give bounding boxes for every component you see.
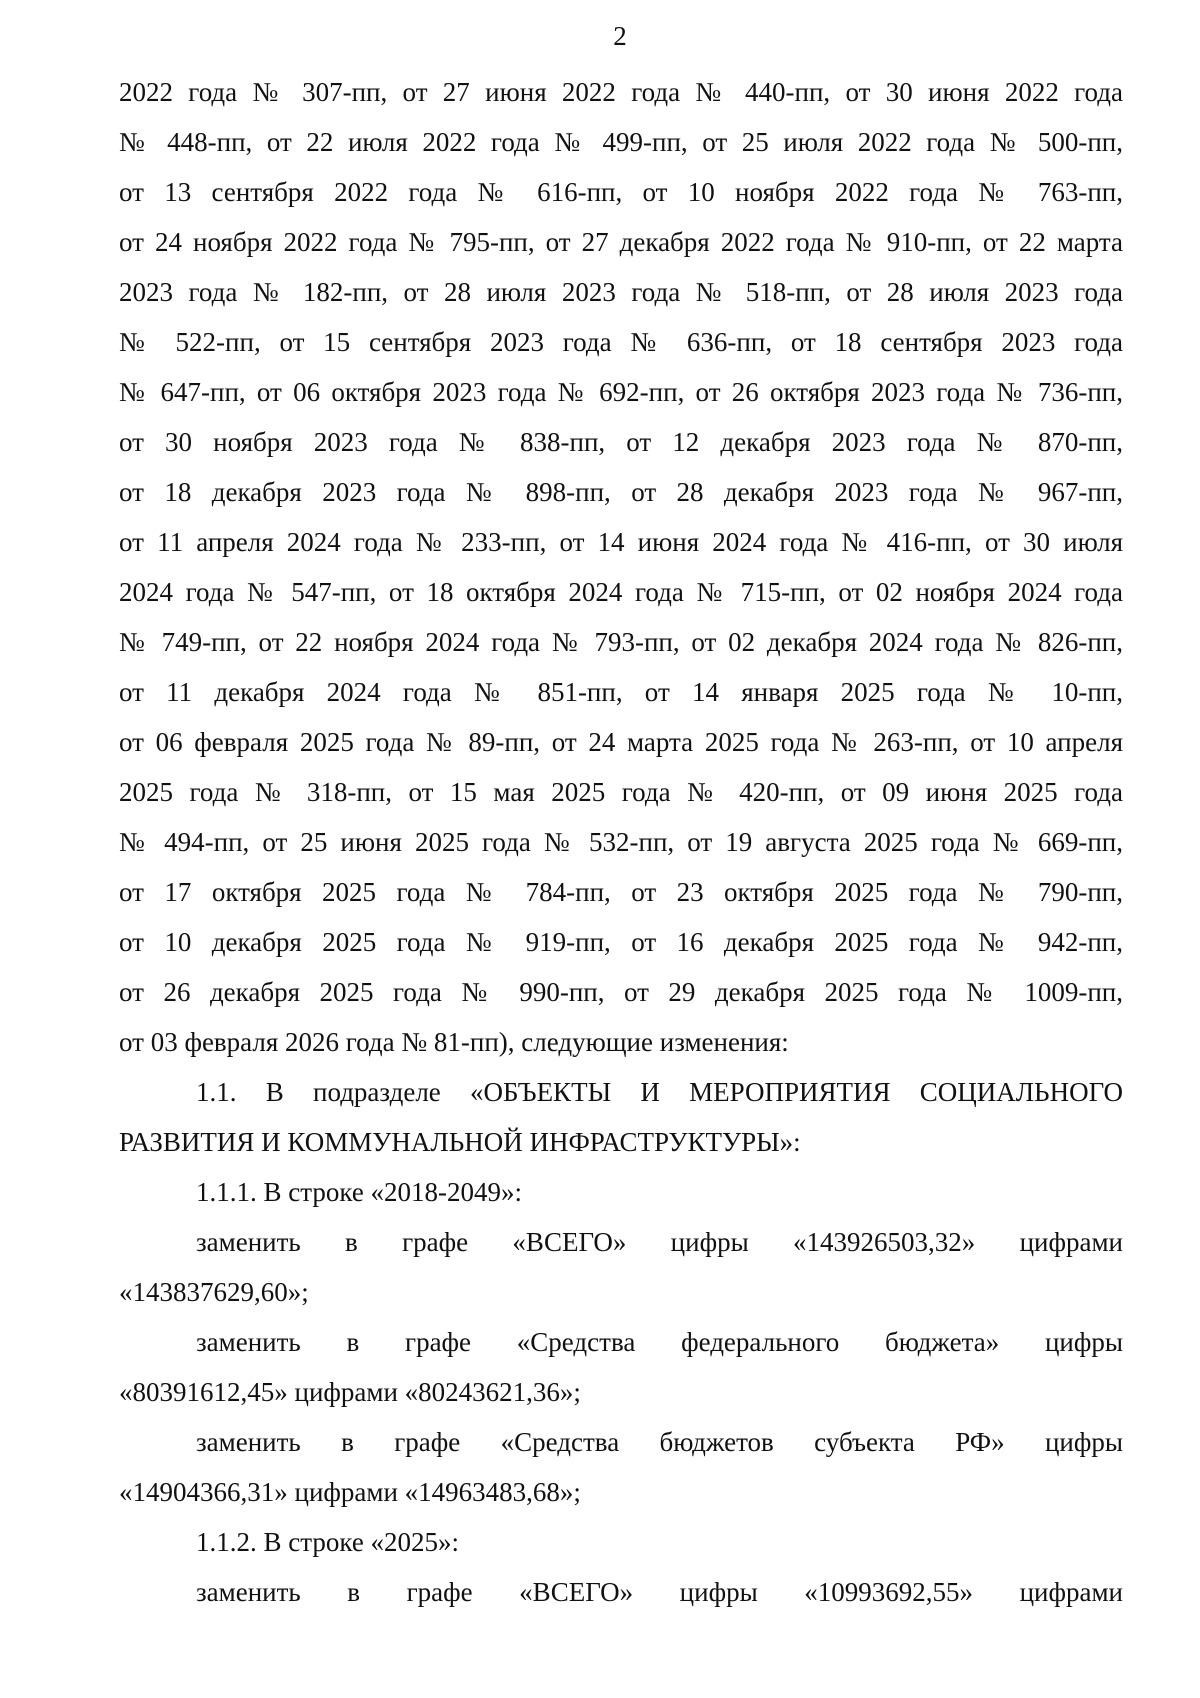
document-body bbox=[119, 67, 1123, 1617]
change-instruction: заменить в графе «ВСЕГО» цифры «10993692,55» цифрами bbox=[196, 1577, 1123, 1607]
section-heading: 1.1. В подразделе «ОБЪЕКТЫ И МЕРОПРИЯТИЯ СОЦИАЛЬНОГО bbox=[196, 1077, 1123, 1107]
change-instruction: заменить в графе «ВСЕГО» цифры «143926503,32» цифрами bbox=[196, 1227, 1123, 1257]
subsection-heading: 1.1.1. В строке «2018-2049»: bbox=[196, 1177, 523, 1207]
subsection-heading: 1.1.2. В строке «2025»: bbox=[196, 1527, 460, 1557]
change-value: «14904366,31» цифрами «14963483,68»; bbox=[119, 1477, 581, 1507]
text-line: от 13 сентября 2022 года № 616-пп, от 10 ноября 2022 года № 763-пп, bbox=[119, 177, 1123, 207]
text-line: № 494-пп, от 25 июня 2025 года № 532-пп, от 19 августа 2025 года № 669-пп, bbox=[119, 827, 1123, 857]
change-instruction: заменить в графе «Средства федерального бюджета» цифры bbox=[196, 1327, 1123, 1357]
text-line: от 30 ноября 2023 года № 838-пп, от 12 декабря 2023 года № 870-пп, bbox=[119, 427, 1123, 457]
section-heading-continuation: РАЗВИТИЯ И КОММУНАЛЬНОЙ ИНФРАСТРУКТУРЫ»: bbox=[119, 1127, 801, 1157]
text-line: от 26 декабря 2025 года № 990-пп, от 29 декабря 2025 года № 1009-пп, bbox=[119, 977, 1123, 1007]
text-line: № 522-пп, от 15 сентября 2023 года № 636-пп, от 18 сентября 2023 года bbox=[119, 327, 1123, 357]
text-line: от 11 декабря 2024 года № 851-пп, от 14 января 2025 года № 10-пп, bbox=[119, 677, 1123, 707]
text-line: от 11 апреля 2024 года № 233-пп, от 14 июня 2024 года № 416-пп, от 30 июля bbox=[119, 527, 1123, 557]
text-line: 2025 года № 318-пп, от 15 мая 2025 года № 420-пп, от 09 июня 2025 года bbox=[119, 777, 1123, 807]
text-line: от 06 февраля 2025 года № 89-пп, от 24 марта 2025 года № 263-пп, от 10 апреля bbox=[119, 727, 1123, 757]
text-line: 2022 года № 307-пп, от 27 июня 2022 года № 440-пп, от 30 июня 2022 года bbox=[119, 77, 1123, 107]
text-line: от 10 декабря 2025 года № 919-пп, от 16 декабря 2025 года № 942-пп, bbox=[119, 927, 1123, 957]
text-line: от 24 ноября 2022 года № 795-пп, от 27 декабря 2022 года № 910-пп, от 22 марта bbox=[119, 227, 1123, 257]
text-line: 2023 года № 182-пп, от 28 июля 2023 года № 518-пп, от 28 июля 2023 года bbox=[119, 277, 1123, 307]
text-line: от 03 февраля 2026 года № 81-пп), следующие изменения: bbox=[119, 1027, 789, 1057]
change-value: «80391612,45» цифрами «80243621,36»; bbox=[119, 1377, 581, 1407]
text-line: № 647-пп, от 06 октября 2023 года № 692-пп, от 26 октября 2023 года № 736-пп, bbox=[119, 377, 1123, 407]
text-line: 2024 года № 547-пп, от 18 октября 2024 года № 715-пп, от 02 ноября 2024 года bbox=[119, 577, 1123, 607]
page-number: 2 bbox=[613, 21, 627, 51]
text-line: от 17 октября 2025 года № 784-пп, от 23 октября 2025 года № 790-пп, bbox=[119, 877, 1123, 907]
text-line: № 448-пп, от 22 июля 2022 года № 499-пп, от 25 июля 2022 года № 500-пп, bbox=[119, 127, 1123, 157]
change-instruction: заменить в графе «Средства бюджетов субъекта РФ» цифры bbox=[196, 1427, 1123, 1457]
text-line: от 18 декабря 2023 года № 898-пп, от 28 декабря 2023 года № 967-пп, bbox=[119, 477, 1123, 507]
change-value: «143837629,60»; bbox=[119, 1277, 309, 1307]
text-line: № 749-пп, от 22 ноября 2024 года № 793-пп, от 02 декабря 2024 года № 826-пп, bbox=[119, 627, 1123, 657]
